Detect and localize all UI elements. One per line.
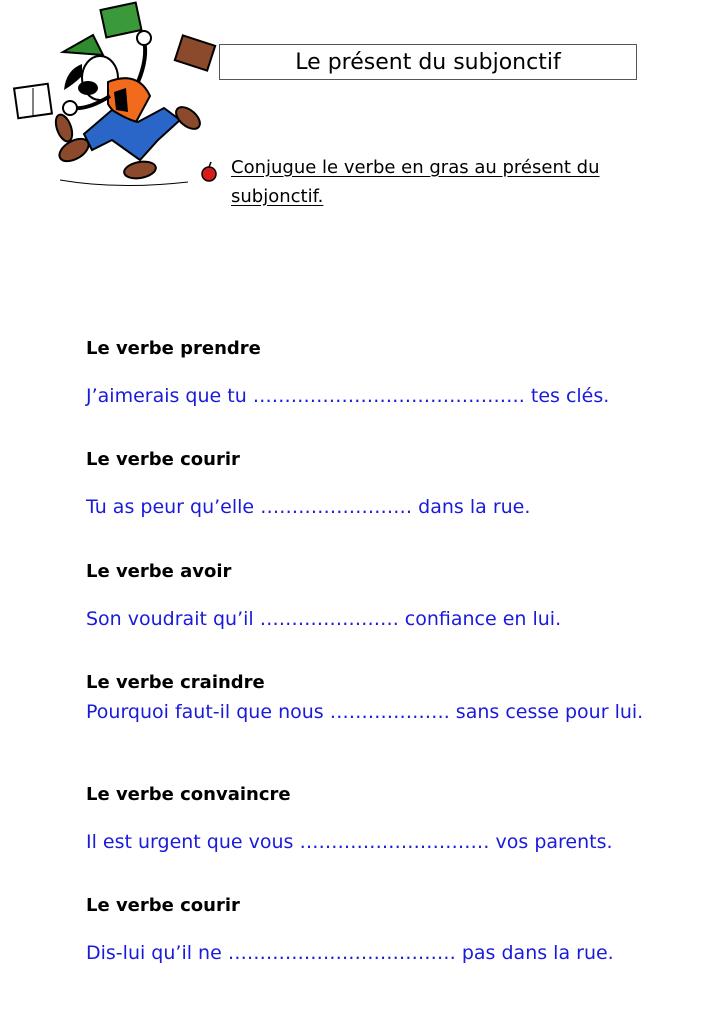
exercise-item [86, 672, 646, 727]
exercise-sentence: Il est urgent que vous ………………………… vos parents. [86, 831, 613, 853]
page-title: Le présent du subjonctif [219, 44, 637, 80]
exercise-sentence: Son voudrait qu’il …………………. confiance en lui. [86, 608, 562, 630]
verb-label: Le verbe courir [86, 895, 240, 916]
exercise-sentence: Dis-lui qu’il ne ……………………………… pas dans la rue. [86, 942, 614, 964]
exercise-sentence: J’aimerais que tu ……………………………………. tes clés. [86, 385, 610, 407]
verb-label: Le verbe avoir [86, 561, 232, 582]
goofy-illustration [8, 0, 226, 190]
exercise-item [86, 449, 646, 522]
verb-label: Le verbe convaincre [86, 784, 291, 805]
instruction-text: Conjugue le verbe en gras au présent du subjonctif. [231, 157, 600, 207]
verb-label: Le verbe courir [86, 449, 240, 470]
exercise-item [86, 895, 646, 968]
exercise-sentence: Pourquoi faut-il que nous ………………. sans cesse pour lui. [86, 701, 644, 723]
exercise-item [86, 784, 646, 857]
exercise-item [86, 338, 646, 411]
exercise-item [86, 561, 646, 634]
exercise-sentence: Tu as peur qu’elle …………………… dans la rue. [86, 496, 531, 518]
verb-label: Le verbe craindre [86, 672, 265, 693]
verb-label: Le verbe prendre [86, 338, 261, 359]
